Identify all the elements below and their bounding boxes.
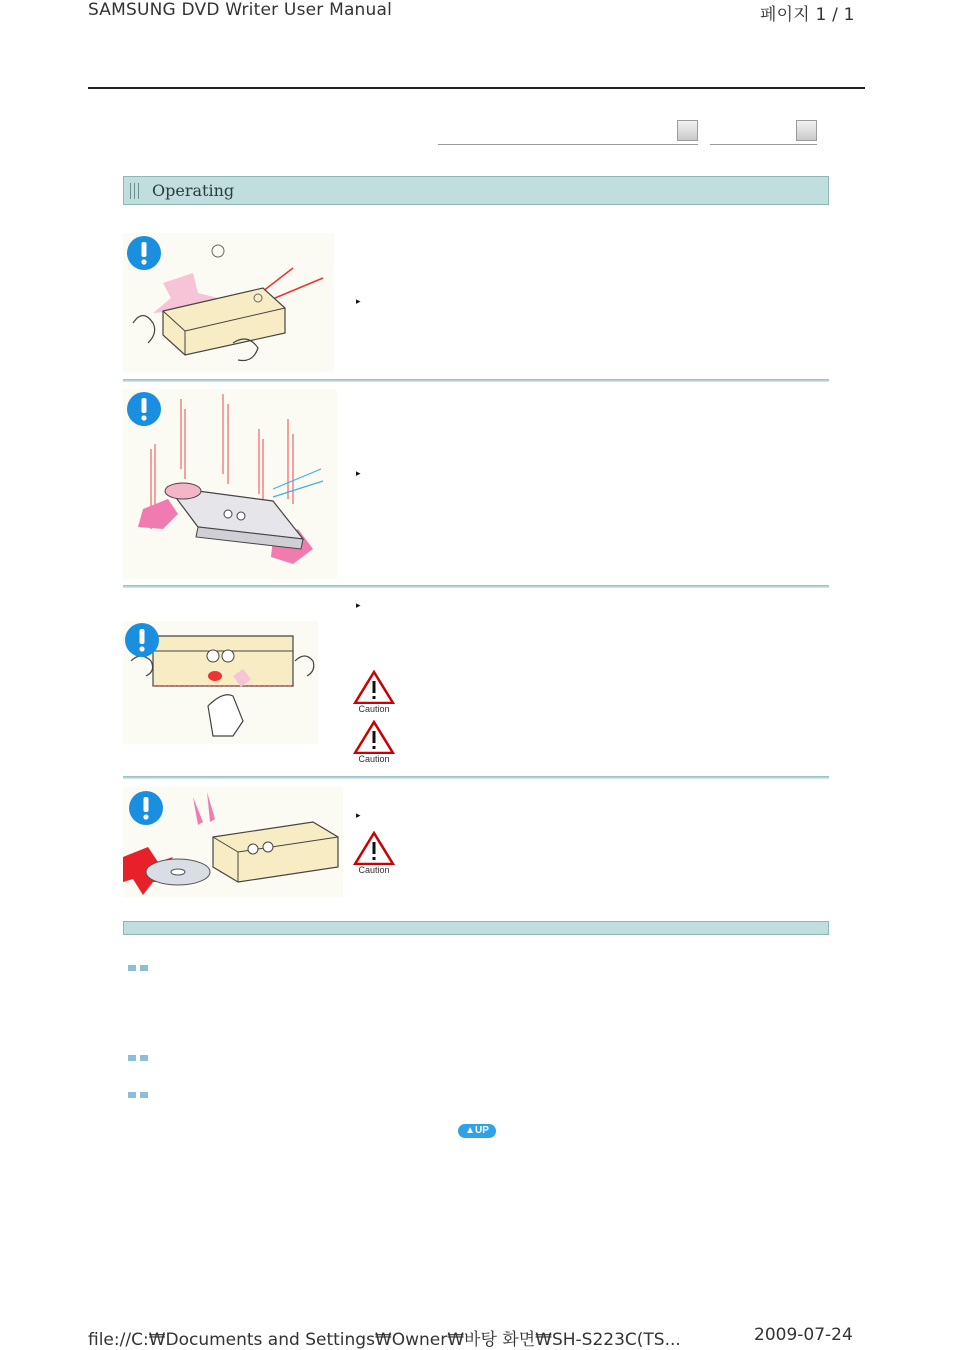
block-separator bbox=[123, 585, 829, 588]
list-bullet-icon bbox=[128, 1092, 150, 1098]
section-header bbox=[123, 176, 829, 205]
section-footer-bar bbox=[123, 921, 829, 935]
caution-icon bbox=[353, 670, 395, 716]
topic-select-dropdown-button[interactable] bbox=[677, 120, 698, 141]
alert-icon bbox=[126, 391, 162, 427]
up-arrow-icon: ▲ bbox=[465, 1125, 475, 1136]
caution-icon bbox=[353, 831, 395, 877]
topic-select[interactable] bbox=[438, 120, 698, 145]
arrow-bullet-icon: ▸ bbox=[356, 601, 361, 611]
section-stripes-icon bbox=[130, 183, 142, 199]
caution-label: Caution bbox=[358, 865, 390, 875]
block-separator bbox=[123, 776, 829, 779]
alert-icon bbox=[126, 235, 162, 271]
caution-label: Caution bbox=[358, 754, 390, 764]
alert-icon bbox=[128, 790, 164, 826]
arrow-bullet-icon: ▸ bbox=[356, 811, 361, 821]
page-select[interactable] bbox=[710, 120, 817, 145]
file-path: file://C:₩Documents and Settings₩Owner₩바탕 화면₩SH-S223C(TS... bbox=[88, 1330, 681, 1350]
warning-illustration-1 bbox=[123, 233, 334, 372]
page-indicator: 페이지 1 / 1 bbox=[760, 5, 855, 25]
caution-icon bbox=[353, 720, 395, 766]
warning-illustration-3 bbox=[123, 621, 318, 744]
arrow-bullet-icon: ▸ bbox=[356, 297, 361, 307]
warning-illustration-2 bbox=[123, 389, 337, 579]
page-select-dropdown-button[interactable] bbox=[796, 120, 817, 141]
up-label: UP bbox=[475, 1125, 489, 1136]
list-bullet-icon bbox=[128, 1055, 150, 1061]
block-separator bbox=[123, 379, 829, 382]
list-bullet-icon bbox=[128, 965, 150, 971]
section-title: Operating bbox=[152, 181, 235, 200]
document-title: SAMSUNG DVD Writer User Manual bbox=[88, 0, 393, 20]
caution-label: Caution bbox=[358, 704, 390, 714]
arrow-bullet-icon: ▸ bbox=[356, 469, 361, 479]
alert-icon bbox=[124, 622, 160, 658]
header-rule bbox=[88, 87, 865, 89]
up-button[interactable] bbox=[458, 1124, 496, 1138]
warning-illustration-4 bbox=[123, 787, 343, 897]
print-date: 2009-07-24 bbox=[754, 1325, 853, 1345]
